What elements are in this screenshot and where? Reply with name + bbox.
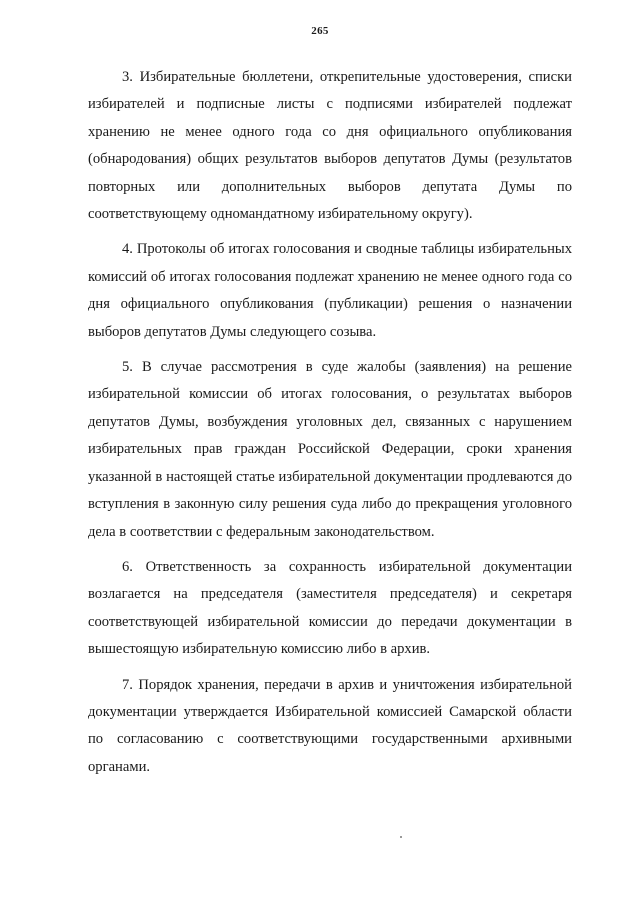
paragraph-6: 6. Ответственность за сохранность избирательной документации возлагается на председателя (заместителя председателя) и секретаря соответствующей избирательной комиссии до передачи документации в вышестоящую избирательную комиссию либо в архив. (88, 558, 572, 658)
page-number: 265 (311, 25, 329, 37)
paragraph-5: 5. В случае рассмотрения в суде жалобы (заявления) на решение избирательной комиссии об итогах голосования, о результатах выборов депутатов Думы, возбуждения уголовных дел, связанных с нарушением избирательных прав граждан Российской Федерации, сроки хранения указанной в настоящей статье избирательной документации продлеваются до вступления в законную силу решения суда либо до прекращения уголовного дела в соответствии с федеральным законодательством. (88, 359, 572, 540)
paragraph-3: 3. Избирательные бюллетени, открепительные удостоверения, списки избирателей и подписные листы с подписями избирателей подлежат хранению не менее одного года со дня официального опубликования (обнародования) общих результатов выборов депутатов Думы (результатов повторных или дополнительных выборов депутата Думы по соответствующему одномандатному избирательному округу). (88, 69, 572, 223)
scan-speck (400, 836, 402, 838)
paragraph-7: 7. Порядок хранения, передачи в архив и уничтожения избирательной документации утверждается Избирательной комиссией Самарской области по согласованию с соответствующими государственными архивными органами. (88, 676, 572, 775)
document-body (88, 64, 572, 787)
paragraph-4: 4. Протоколы об итогах голосования и сводные таблицы избирательных комиссий об итогах голосования подлежат хранению не менее одного года со дня официального опубликования (публикации) решения о назначении выборов депутатов Думы следующего созыва. (88, 241, 572, 340)
